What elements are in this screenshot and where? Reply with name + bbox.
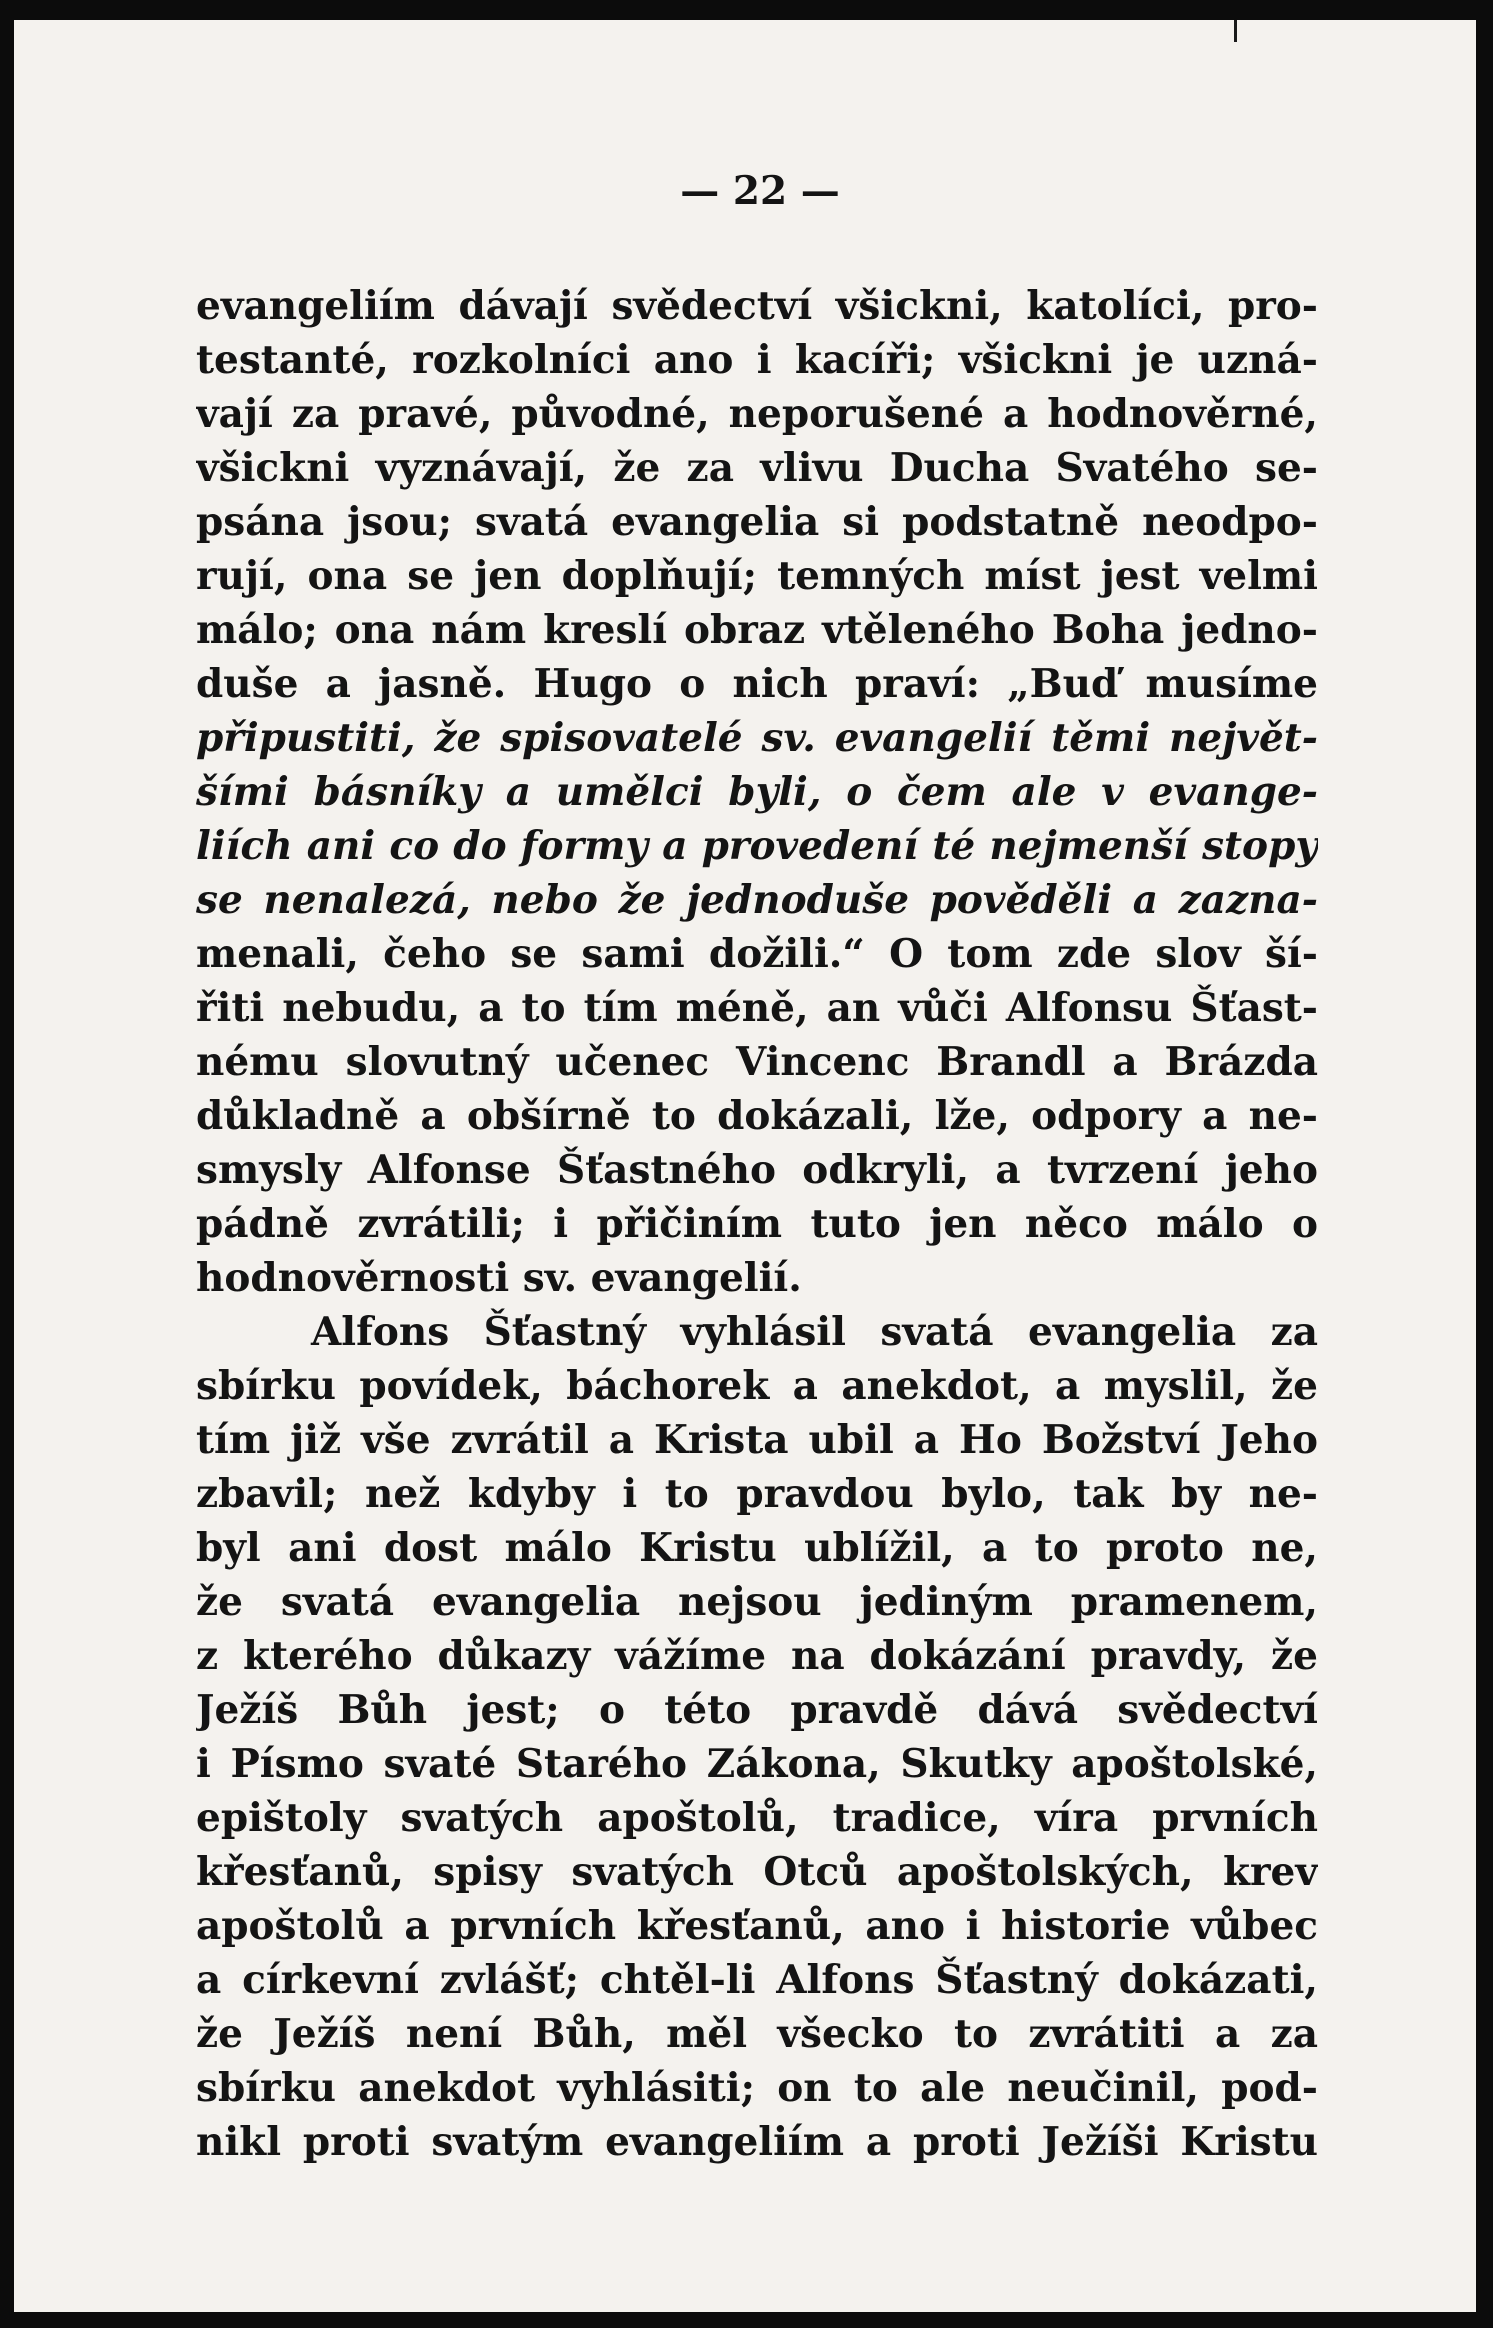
text-line: nému slovutný učenec Vincenc Brandl a Brázda	[196, 1039, 1318, 1085]
text-line: sbírku povídek, báchorek a anekdot, a myslil, že	[196, 1363, 1318, 1409]
text-line: apoštolů a prvních křesťanů, ano i historie vůbec	[196, 1903, 1318, 1949]
text-line: psána jsou; svatá evangelia si podstatně neodpo-	[196, 499, 1318, 545]
text-line: evangeliím dávají svědectví všickni, katolíci, pro-	[196, 283, 1318, 329]
text-line: křesťanů, spisy svatých Otců apoštolských, krev	[196, 1849, 1318, 1895]
text-line: rují, ona se jen doplňují; temných míst jest velmi	[196, 553, 1318, 599]
text-line: z kterého důkazy vážíme na dokázání pravdy, že	[196, 1633, 1318, 1679]
text-line-italic: šími básníky a umělci byli, o čem ale v evange-	[196, 769, 1318, 815]
text-line: zbavil; než kdyby i to pravdou bylo, tak by ne-	[196, 1471, 1318, 1517]
text-line: testanté, rozkolníci ano i kacíři; všickni je uzná-	[196, 337, 1318, 383]
text-line: málo; ona nám kreslí obraz vtěleného Boha jedno-	[196, 607, 1318, 653]
text-line: důkladně a obšírně to dokázali, lže, odpory a ne-	[196, 1093, 1318, 1139]
text-line: byl ani dost málo Kristu ublížil, a to proto ne,	[196, 1525, 1318, 1571]
text-line-italic: připustiti, že spisovatelé sv. evangelií těmi největ-	[196, 715, 1318, 761]
body-text	[196, 279, 1318, 2169]
text-line: pádně zvrátili; i přičiním tuto jen něco málo o	[196, 1201, 1318, 1247]
text-line: duše a jasně. Hugo o nich praví: „Buď musíme	[196, 661, 1318, 707]
text-line: řiti nebudu, a to tím méně, an vůči Alfonsu Šťast-	[196, 985, 1318, 1031]
text-line: sbírku anekdot vyhlásiti; on to ale neučinil, pod-	[196, 2065, 1318, 2111]
text-line-italic: liích ani co do formy a provedení té nejmenší stopy	[196, 823, 1318, 869]
text-line: tím již vše zvrátil a Krista ubil a Ho Božství Jeho	[196, 1417, 1318, 1463]
text-line-paragraph-start: Alfons Šťastný vyhlásil svatá evangelia za	[311, 1309, 1318, 1355]
text-line: i Písmo svaté Starého Zákona, Skutky apoštolské,	[196, 1741, 1318, 1787]
text-line: že svatá evangelia nejsou jediným pramenem,	[196, 1579, 1318, 1625]
text-line: epištoly svatých apoštolů, tradice, víra prvních	[196, 1795, 1318, 1841]
text-line: Ježíš Bůh jest; o této pravdě dává svědectví	[196, 1687, 1318, 1733]
text-line: vají za pravé, původné, neporušené a hodnověrné,	[196, 391, 1318, 437]
page-number: — 22 —	[680, 168, 840, 214]
book-page	[14, 20, 1476, 2312]
text-line-paragraph-end: hodnověrnosti sv. evangelií.	[196, 1255, 802, 1301]
text-line-italic: se nenalezá, nebo že jednoduše pověděli a zazna-	[196, 877, 1318, 923]
text-line: menali, čeho se sami dožili.“ O tom zde slov ší-	[196, 931, 1318, 977]
text-line: smysly Alfonse Šťastného odkryli, a tvrzení jeho	[196, 1147, 1318, 1193]
corner-mark	[1144, 20, 1237, 42]
text-line: všickni vyznávají, že za vlivu Ducha Svatého se-	[196, 445, 1318, 491]
text-line: a církevní zvlášť; chtěl-li Alfons Šťastný dokázati,	[196, 1957, 1318, 2003]
text-line: že Ježíš není Bůh, měl všecko to zvrátiti a za	[196, 2011, 1318, 2057]
text-line: nikl proti svatým evangeliím a proti Ježíši Kristu	[196, 2119, 1318, 2165]
